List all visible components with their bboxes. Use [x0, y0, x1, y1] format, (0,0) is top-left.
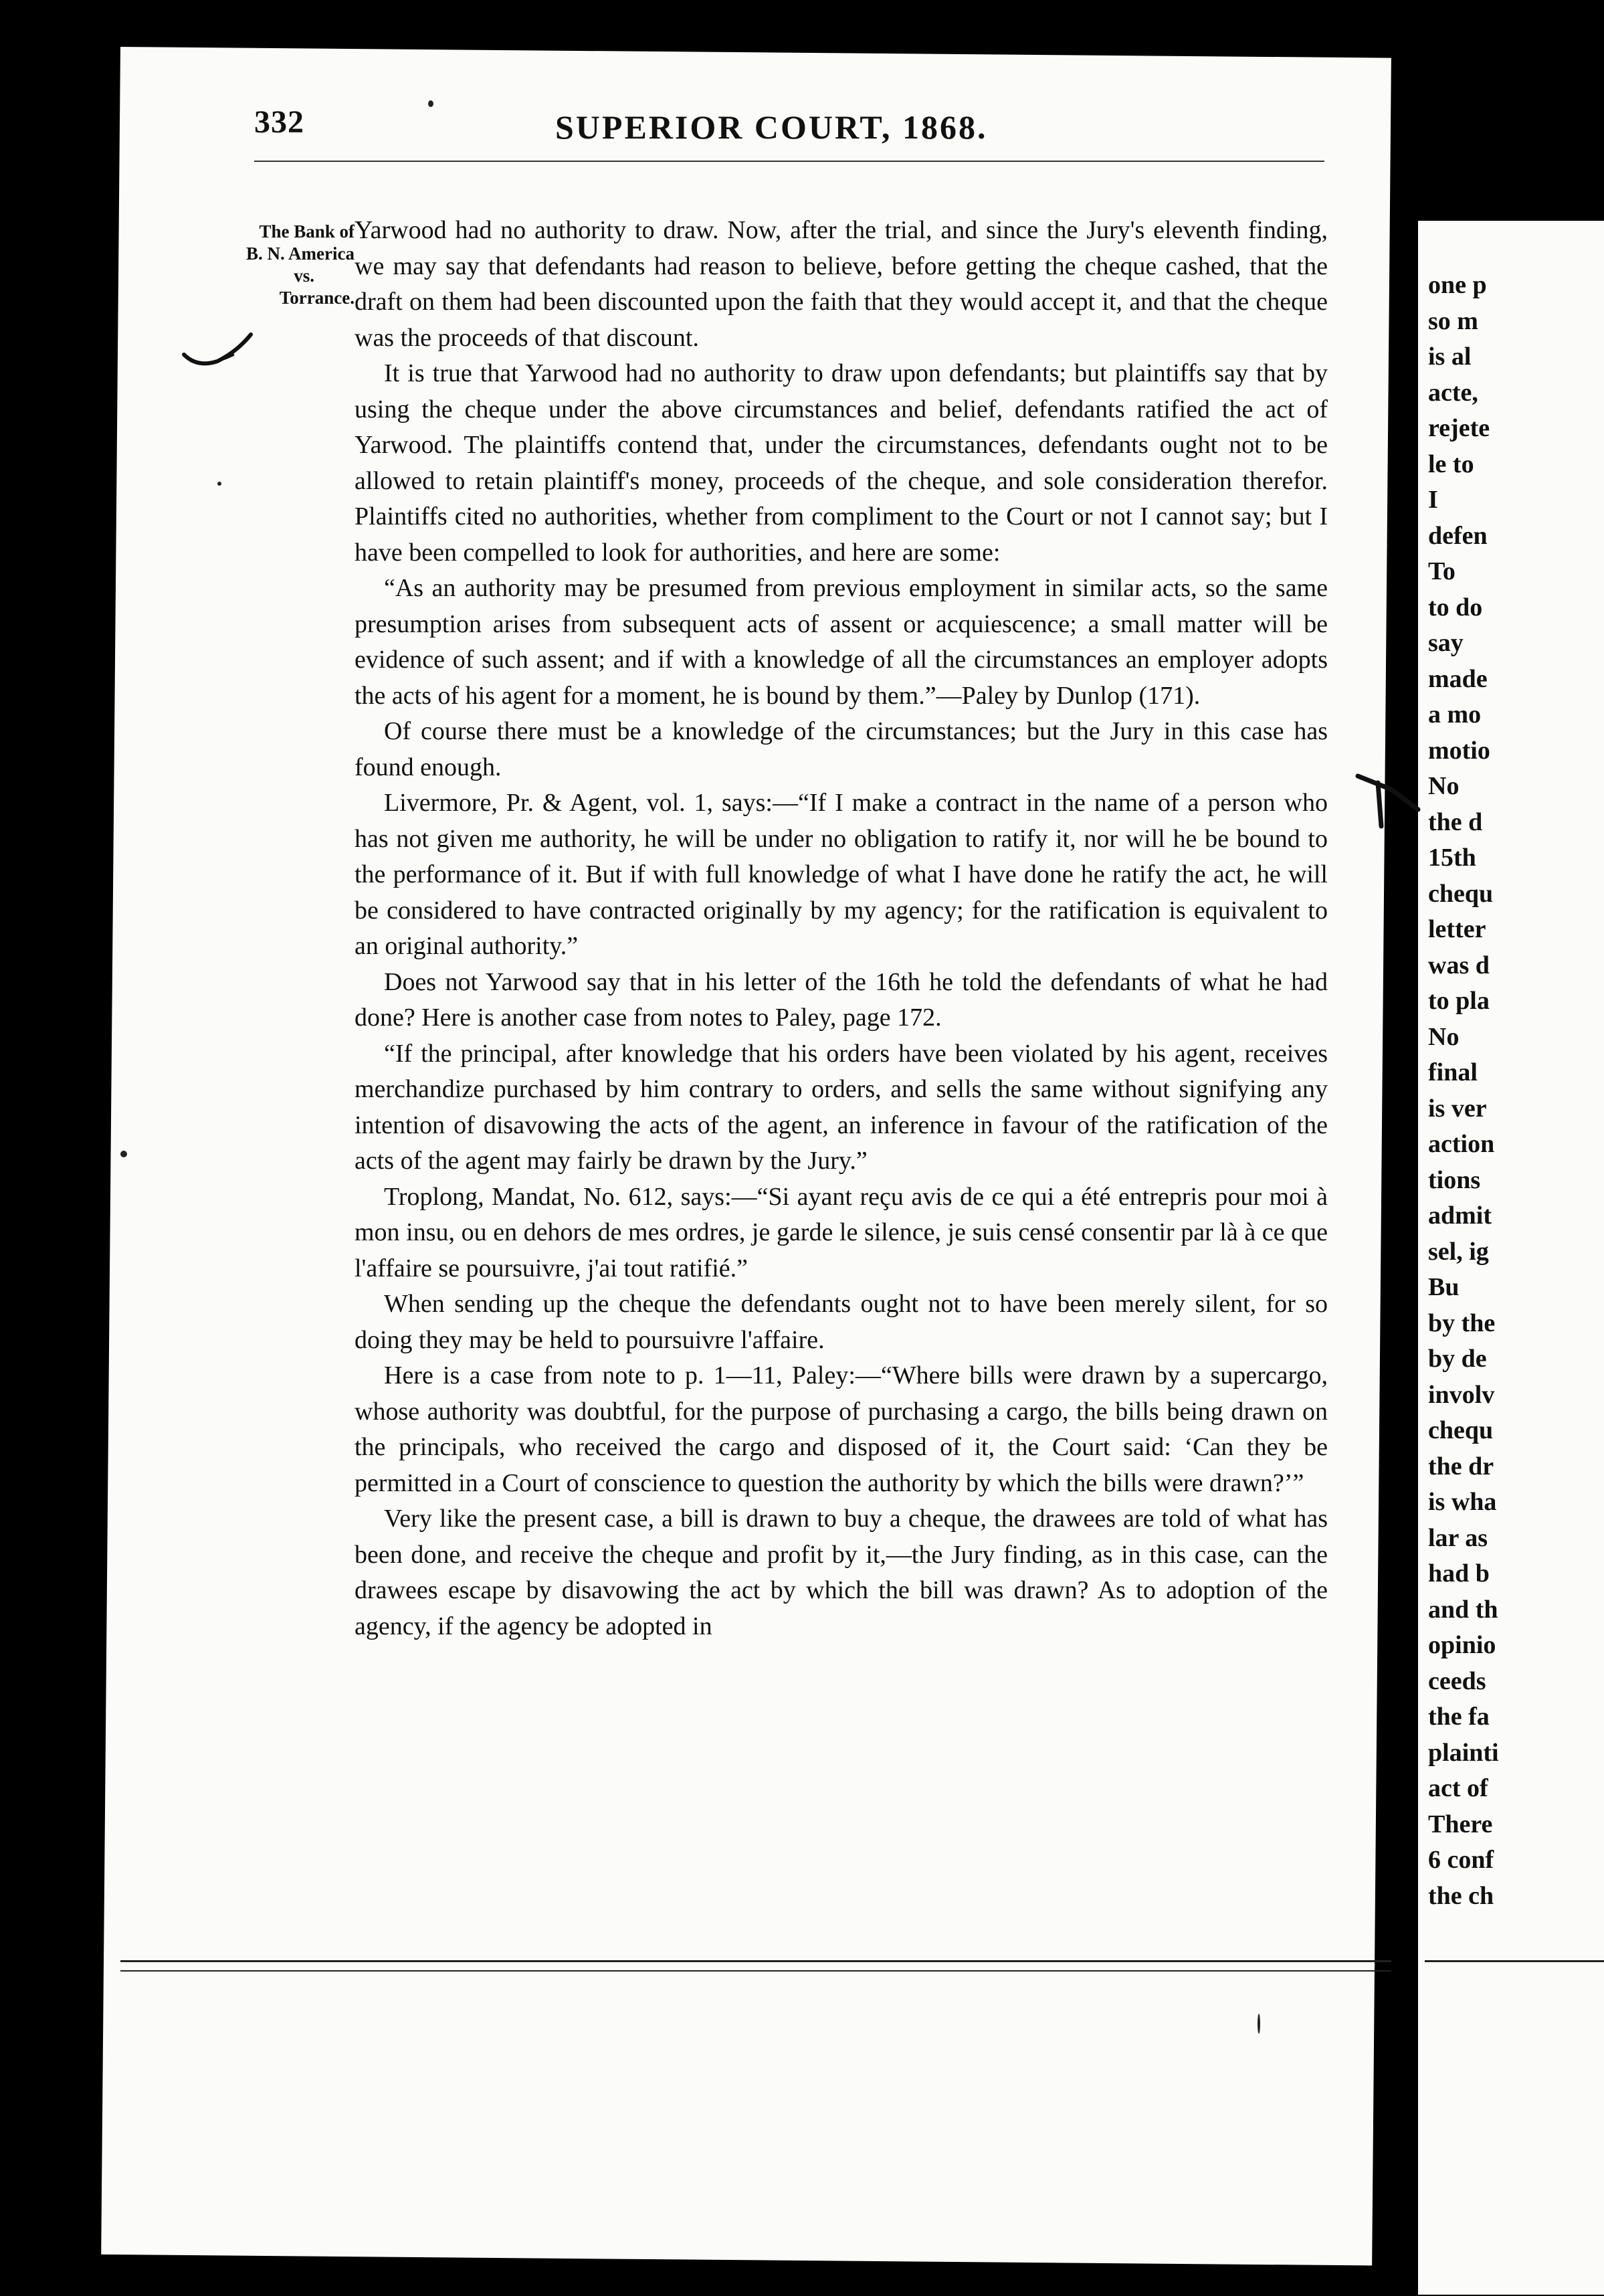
- facing-page-line: No: [1428, 1022, 1460, 1051]
- facing-page-line: 15th: [1428, 844, 1476, 872]
- facing-page-line: acte,: [1428, 378, 1478, 407]
- paragraph: Of course there must be a knowledge of the circumstances; but the Jury in this case has found enough.: [355, 717, 1328, 781]
- facing-page-line: I: [1428, 486, 1438, 514]
- margin-note-line: Torrance.: [279, 288, 355, 308]
- page-body: [355, 213, 1328, 1644]
- facing-page-line: chequ: [1428, 879, 1494, 908]
- scan-speck: [1258, 2014, 1260, 2034]
- pencil-check-mark: [177, 314, 258, 375]
- facing-page-line: and th: [1428, 1595, 1498, 1624]
- facing-page-line: by the: [1428, 1309, 1496, 1337]
- facing-page-line: To: [1428, 557, 1456, 585]
- facing-page-line: one p: [1428, 271, 1487, 299]
- paragraph: It is true that Yarwood had no authority to draw upon defendants; but plaintiffs say that by using the cheque under the above circumstances and belief, defendants ratified the act of Yarwood. The plaintiffs contend that, under the circumstances, defendants ought not to be allowed to retain plaintiff's money, proceeds of the cheque, and sole consideration therefor. Plaintiffs cited no authorities, whether from compliment to the Court or not I cannot say; but I have been compelled to look for authorities, and here are some:: [355, 359, 1328, 567]
- scan-speck: [217, 482, 221, 486]
- facing-page-line: say: [1428, 629, 1464, 657]
- facing-page-line: lar as: [1428, 1523, 1488, 1552]
- facing-page-line: chequ: [1428, 1416, 1494, 1444]
- facing-page-line: motio: [1428, 736, 1490, 765]
- running-title: SUPERIOR COURT, 1868.: [555, 108, 988, 146]
- facing-page-line: to pla: [1428, 987, 1490, 1015]
- paragraph: Here is a case from note to p. 1—11, Paley:—“Where bills were drawn by a supercargo, whose authority was doubtful, for the purpose of purchasing a cargo, the bills being drawn on the principals, who received the cargo and disposed of it, the Court said: ‘Can they be permitted in a Court of conscience to question the authority by which the bills were drawn?’”: [355, 1361, 1328, 1497]
- facing-page-line: Bu: [1428, 1273, 1460, 1301]
- scan-speck: [120, 1151, 127, 1157]
- facing-page-line: involv: [1428, 1380, 1495, 1409]
- facing-page-line: final: [1428, 1058, 1478, 1086]
- facing-page-line: the d: [1428, 807, 1483, 836]
- quotation-paragraph: “If the principal, after knowledge that his orders have been violated by his agent, receives merchandize purchased by him contrary to orders, and sells the same without signifying any intention of disavowing the acts of the agent, an inference in favour of the ratification of the acts of the agent may fairly be drawn by the Jury.”: [355, 1039, 1328, 1175]
- facing-page-line: was d: [1428, 951, 1490, 979]
- facing-page-rule: [1425, 1960, 1604, 1962]
- facing-page-line: is ver: [1428, 1094, 1487, 1123]
- paragraph: When sending up the cheque the defendants ought not to have been merely silent, for so doing they may be held to poursuivre l'affaire.: [355, 1290, 1328, 1354]
- facing-page-line: by de: [1428, 1345, 1487, 1373]
- facing-page-line: is wha: [1428, 1488, 1497, 1516]
- facing-page-line: sel, ig: [1428, 1237, 1489, 1266]
- page-number: 332: [254, 104, 304, 140]
- margin-note-line: B. N. America: [246, 244, 355, 264]
- page-header: [254, 104, 1324, 164]
- facing-page-line: letter: [1428, 915, 1486, 943]
- paragraph: Very like the present case, a bill is drawn to buy a cheque, the drawees are told of what has been done, and receive the cheque and profit by it,—the Jury finding, as in this case, can the drawees escape by disavowing the act by which the bill was drawn? As to adoption of the agency, if the agency be adopted in: [355, 1505, 1328, 1640]
- margin-note-line: vs.: [294, 266, 314, 286]
- facing-page-line: defen: [1428, 521, 1488, 550]
- scan-speck: [428, 100, 433, 107]
- footer-rule: [120, 1970, 1391, 1972]
- facing-page-line: made: [1428, 664, 1488, 693]
- facing-page-line: rejete: [1428, 414, 1490, 442]
- facing-page-line: action: [1428, 1130, 1495, 1158]
- paragraph: Does not Yarwood say that in his letter of the 16th he told the defendants of what he had done? Here is another case from notes to Paley, page 172.: [355, 967, 1328, 1032]
- facing-page-line: the ch: [1428, 1881, 1494, 1910]
- quotation-paragraph: “As an authority may be presumed from previous employment in similar acts, so the same presumption arises from subsequent acts of assent or acquiescence; a small matter will be evidence of such assent; and if with a knowledge of all the circumstances an employer adopts the acts of his agent for a moment, he is bound by them.”—Paley by Dunlop (171).: [355, 574, 1328, 710]
- paragraph: Yarwood had no authority to draw. Now, after the trial, and since the Jury's eleventh finding, we may say that defendants had reason to believe, before getting the cheque cashed, that the draft on them had been discounted upon the faith that they would accept it, and that the cheque was the proceeds of that discount.: [355, 216, 1328, 352]
- margin-note-line: The Bank of: [259, 221, 355, 242]
- footer-rule: [120, 1960, 1391, 1962]
- paragraph: Livermore, Pr. & Agent, vol. 1, says:—“If I make a contract in the name of a person who has not given me authority, he will be under no obligation to ratify it, nor will he be bound to the performance of it. But if with full knowledge of what I have done he ratify the act, he will be considered to have contracted originally by my agency; for the ratification is equivalent to an original authority.”: [355, 789, 1328, 960]
- facing-page-line: so m: [1428, 306, 1478, 335]
- facing-page-line: opinio: [1428, 1631, 1496, 1659]
- facing-page-line: is al: [1428, 343, 1472, 371]
- facing-page-line: had b: [1428, 1559, 1490, 1588]
- facing-page-line: plainti: [1428, 1738, 1499, 1767]
- facing-page-text: [1428, 268, 1602, 1914]
- facing-page-line: ceeds: [1428, 1666, 1486, 1695]
- facing-page-line: the dr: [1428, 1452, 1494, 1480]
- facing-page-line: to do: [1428, 593, 1483, 621]
- facing-page-line: the fa: [1428, 1703, 1490, 1731]
- facing-page-line: There: [1428, 1810, 1493, 1838]
- facing-page-line: le to: [1428, 450, 1474, 478]
- paragraph: Troplong, Mandat, No. 612, says:—“Si ayant reçu avis de ce qui a été entrepris pour moi à mon insu, ou en dehors de mes ordres, je garde le silence, je suis censé consentir par là à ce que l'affaire se poursuivre, j'ai tout ratifié.”: [355, 1182, 1328, 1282]
- facing-page-line: 6 conf: [1428, 1846, 1494, 1874]
- facing-page-line: act of: [1428, 1774, 1488, 1802]
- facing-page-line: admit: [1428, 1202, 1492, 1230]
- facing-page-line: No: [1428, 772, 1460, 800]
- facing-page-line: tions: [1428, 1165, 1481, 1194]
- pencil-margin-mark: [1351, 763, 1431, 836]
- case-margin-note: [201, 221, 355, 309]
- facing-page-line: a mo: [1428, 700, 1482, 729]
- header-rule: [254, 161, 1324, 162]
